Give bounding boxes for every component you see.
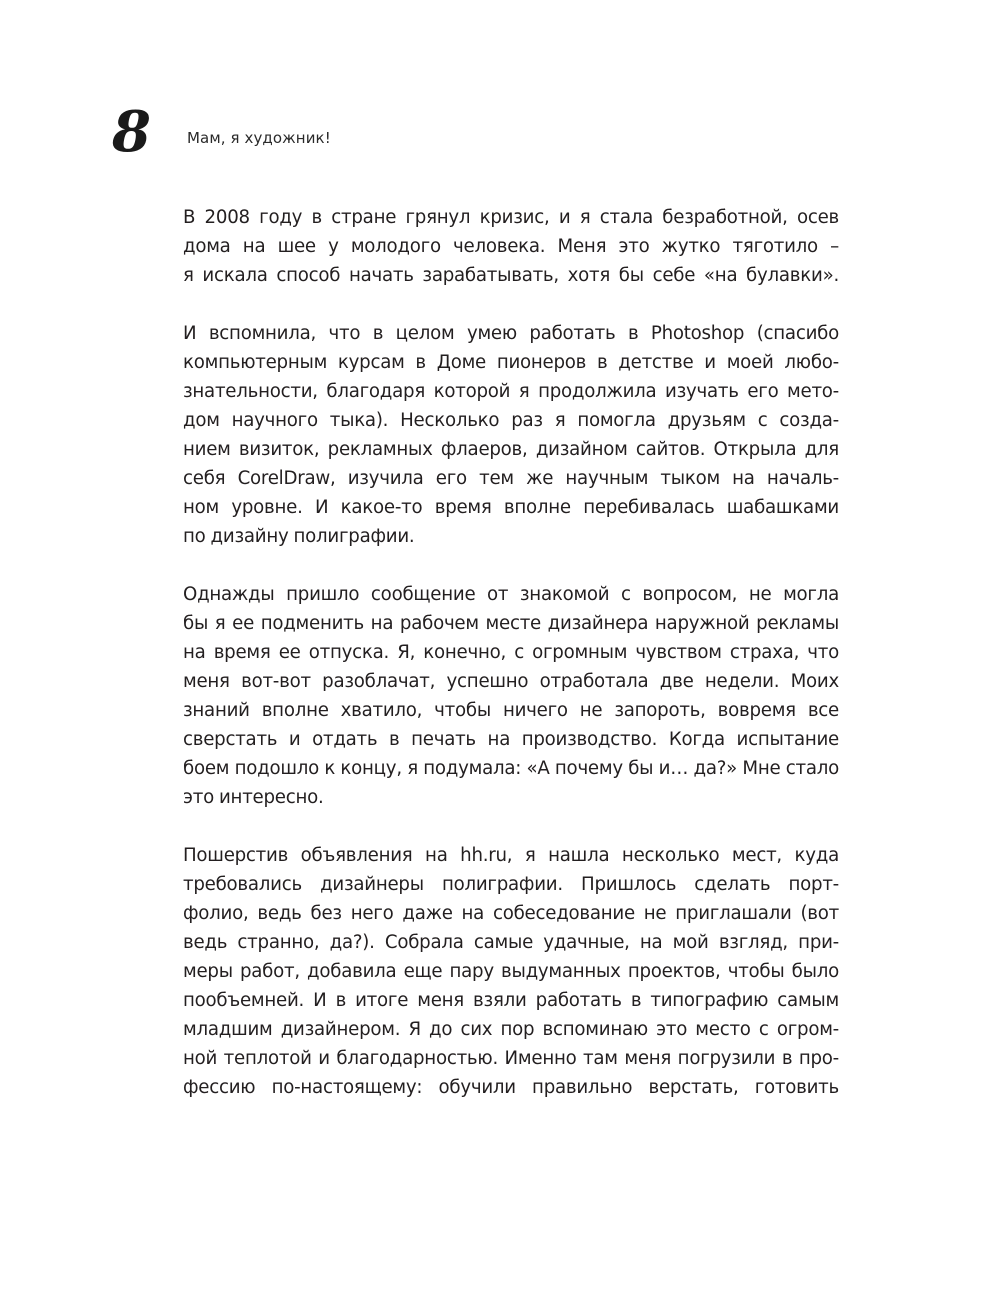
text-line: я искала способ начать зарабатывать, хотя бы себе «на булавки». <box>183 265 839 286</box>
text-line: В 2008 году в стране грянул кризис, и я стала безработной, осев <box>183 207 839 228</box>
paragraph-3 <box>183 580 839 812</box>
text-line: фолио, ведь без него даже на собеседование не приглашали (вот <box>183 903 839 924</box>
text-line: знательности, благодаря которой я продолжила изучать его мето- <box>183 381 839 402</box>
text-line: компьютерным курсам в Доме пионеров в детстве и моей любо- <box>183 352 839 373</box>
text-line: дома на шее у молодого человека. Меня это жутко тяготило – <box>183 236 839 257</box>
page-number: 8 <box>112 99 151 165</box>
body-text <box>183 203 839 1131</box>
text-line: дом научного тыка). Несколько раз я помогла друзьям с созда- <box>183 410 839 431</box>
text-line: боем подошло к концу, я подумала: «А почему бы и… да?» Мне стало <box>183 758 839 779</box>
text-line: ной теплотой и благодарностью. Именно там меня погрузили в про- <box>183 1048 839 1069</box>
text-line: бы я ее подменить на рабочем месте дизайнера наружной рекламы <box>183 613 839 634</box>
text-line: это интересно. <box>183 787 324 808</box>
text-line: нием визиток, рекламных флаеров, дизайном сайтов. Открыла для <box>183 439 839 460</box>
text-line: на время ее отпуска. Я, конечно, с огромным чувством страха, что <box>183 642 839 663</box>
text-line: пообъемней. И в итоге меня взяли работать в типографию самым <box>183 990 839 1011</box>
text-line: меня вот-вот разоблачат, успешно отработала две недели. Моих <box>183 671 839 692</box>
text-line: по дизайну полиграфии. <box>183 526 415 547</box>
running-title: Мам, я художник! <box>187 129 331 147</box>
text-line: младшим дизайнером. Я до сих пор вспоминаю это место с огром- <box>183 1019 839 1040</box>
text-line: требовались дизайнеры полиграфии. Пришлось сделать порт- <box>183 874 839 895</box>
text-line: Пошерстив объявления на hh.ru, я нашла несколько мест, куда <box>183 845 839 866</box>
paragraph-2 <box>183 319 839 551</box>
text-line: фессию по-настоящему: обучили правильно верстать, готовить <box>183 1077 839 1098</box>
text-line: меры работ, добавила еще пару выдуманных проектов, чтобы было <box>183 961 839 982</box>
text-line: ведь странно, да?). Собрала самые удачные, на мой взгляд, при- <box>183 932 839 953</box>
text-line: знаний вполне хватило, чтобы ничего не запороть, вовремя все <box>183 700 839 721</box>
paragraph-4 <box>183 841 839 1102</box>
text-line: Однажды пришло сообщение от знакомой с вопросом, не могла <box>183 584 839 605</box>
text-line: себя CorelDraw, изучила его тем же научным тыком на началь- <box>183 468 839 489</box>
text-line: сверстать и отдать в печать на производство. Когда испытание <box>183 729 839 750</box>
paragraph-1 <box>183 203 839 290</box>
text-line: И вспомнила, что в целом умею работать в Photoshop (спасибо <box>183 323 839 344</box>
text-line: ном уровне. И какое-то время вполне перебивалась шабашками <box>183 497 839 518</box>
